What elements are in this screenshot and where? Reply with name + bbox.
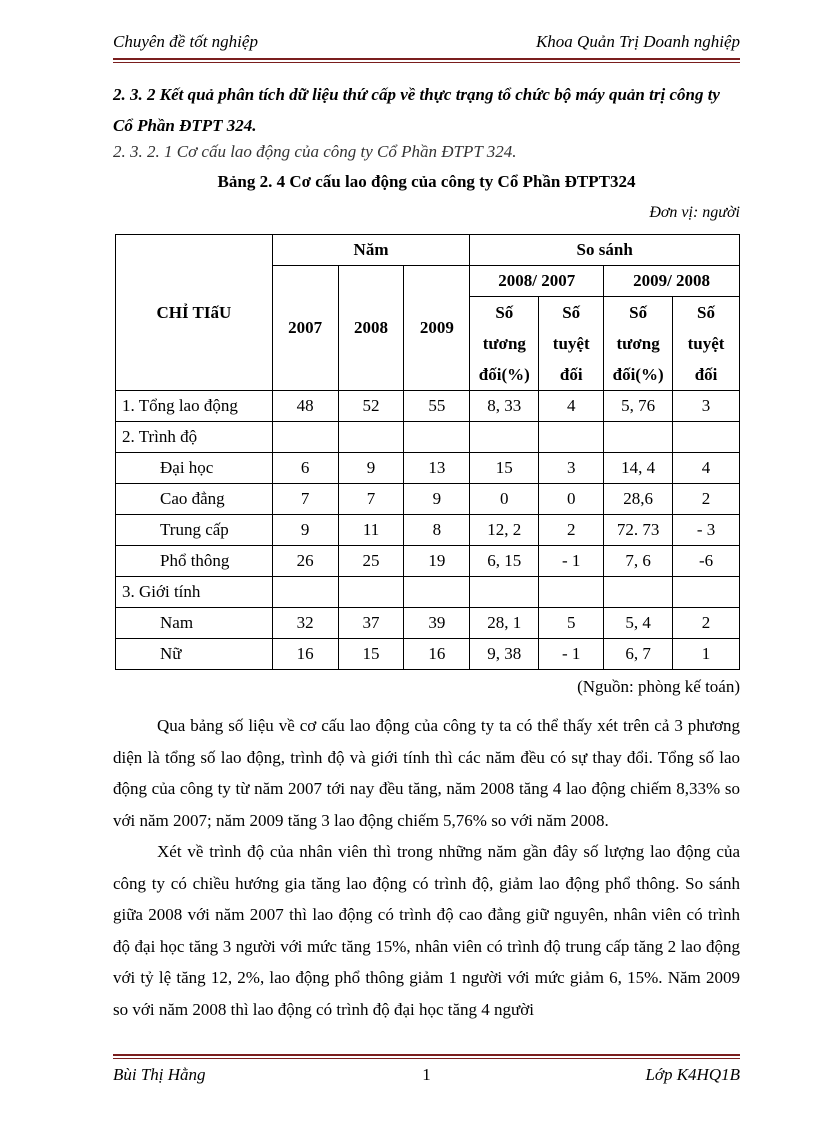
footer-class: Lớp K4HQ1B [645, 1065, 740, 1084]
header-year-group: Năm [272, 235, 470, 266]
header-right-text: Khoa Quản Trị Doanh nghiệp [535, 32, 740, 51]
header-absolute-1: Số tuyệt đối [539, 297, 604, 391]
table-row: 2. Trình độ [116, 422, 740, 453]
header-relative-1: Số tương đối(%) [470, 297, 539, 391]
footer-author: Bùi Thị Hằng [113, 1065, 206, 1084]
table-header-row-1 [116, 235, 740, 266]
table-row: Phổ thông 26 25 19 6, 15 - 1 7, 6 -6 [116, 546, 740, 577]
header-year-2008: 2008 [338, 266, 404, 391]
header-year-2009: 2009 [404, 266, 470, 391]
table-row: 1. Tổng lao động 48 52 55 8, 33 4 5, 76 3 [116, 391, 740, 422]
footer-divider-thin [113, 1058, 740, 1059]
section-title: 2. 3. 2 Kết quả phân tích dữ liệu thứ cấp về thực trạng tổ chức bộ máy quản trị công ty Cổ Phần ĐTPT 324. [113, 85, 720, 135]
table-row: Trung cấp 9 11 8 12, 2 2 72. 73 - 3 [116, 515, 740, 546]
header-compare-2008-2007: 2008/ 2007 [470, 266, 604, 297]
page-number: 1 [422, 1065, 431, 1084]
labor-structure-table [115, 234, 740, 670]
subsection-title: 2. 3. 2. 1 Cơ cấu lao động của công ty Cổ Phần ĐTPT 324. [113, 142, 517, 161]
header-divider-thin [113, 62, 740, 63]
unit-label: Đơn vị: người [649, 204, 740, 221]
body-text [113, 710, 740, 1025]
table-row: Cao đẳng 7 7 9 0 0 28,6 2 [116, 484, 740, 515]
header-absolute-2: Số tuyệt đối [673, 297, 740, 391]
header-relative-2: Số tương đối(%) [604, 297, 673, 391]
footer-divider [113, 1054, 740, 1056]
table-title: Bảng 2. 4 Cơ cấu lao động của công ty Cổ Phần ĐTPT324 [217, 172, 636, 191]
header-divider [113, 58, 740, 60]
header-year-2007: 2007 [272, 266, 338, 391]
page-header [113, 30, 740, 54]
header-indicator: CHỈ TIấU [116, 235, 273, 391]
paragraph: Xét về trình độ của nhân viên thì trong những năm gần đây số lượng lao động của công ty có chiều hướng gia tăng lao động có trình độ, giảm lao động phổ thông. So sánh giữa 2008 với năm 2007 thì lao động có trình độ cao đẳng giữ nguyên, nhân viên có trình độ đại học tăng 3 người với mức tăng 15%, nhân viên có trình độ trung cấp tăng 2 lao động với tỷ lệ tăng 12, 2%, lao động phổ thông giảm 1 người với mức giảm 6, 15%. Năm 2009 so với năm 2008 thì lao động có trình độ đại học tăng 4 người [113, 842, 740, 1019]
table-row: 3. Giới tính [116, 577, 740, 608]
header-compare-2009-2008: 2009/ 2008 [604, 266, 740, 297]
page-footer [113, 1065, 740, 1089]
paragraph: Qua bảng số liệu về cơ cấu lao động của công ty ta có thể thấy xét trên cả 3 phương diện là tổng số lao động, trình độ và giới tính thì các năm đều có sự thay đổi. Tổng số lao động của công ty từ năm 2007 tới nay đều tăng, năm 2008 tăng 4 lao động chiếm 8,33% so với năm 2007; năm 2009 tăng 3 lao động chiếm 5,76% so với năm 2008. [113, 716, 740, 830]
table-row: Nam 32 37 39 28, 1 5 5, 4 2 [116, 608, 740, 639]
table-row: Nữ 16 15 16 9, 38 - 1 6, 7 1 [116, 639, 740, 670]
table-source-note: (Nguồn: phòng kế toán) [577, 677, 740, 696]
table-row: Đại học 6 9 13 15 3 14, 4 4 [116, 453, 740, 484]
header-compare-group: So sánh [470, 235, 740, 266]
header-left-text: Chuyên đề tốt nghiệp [113, 32, 258, 51]
